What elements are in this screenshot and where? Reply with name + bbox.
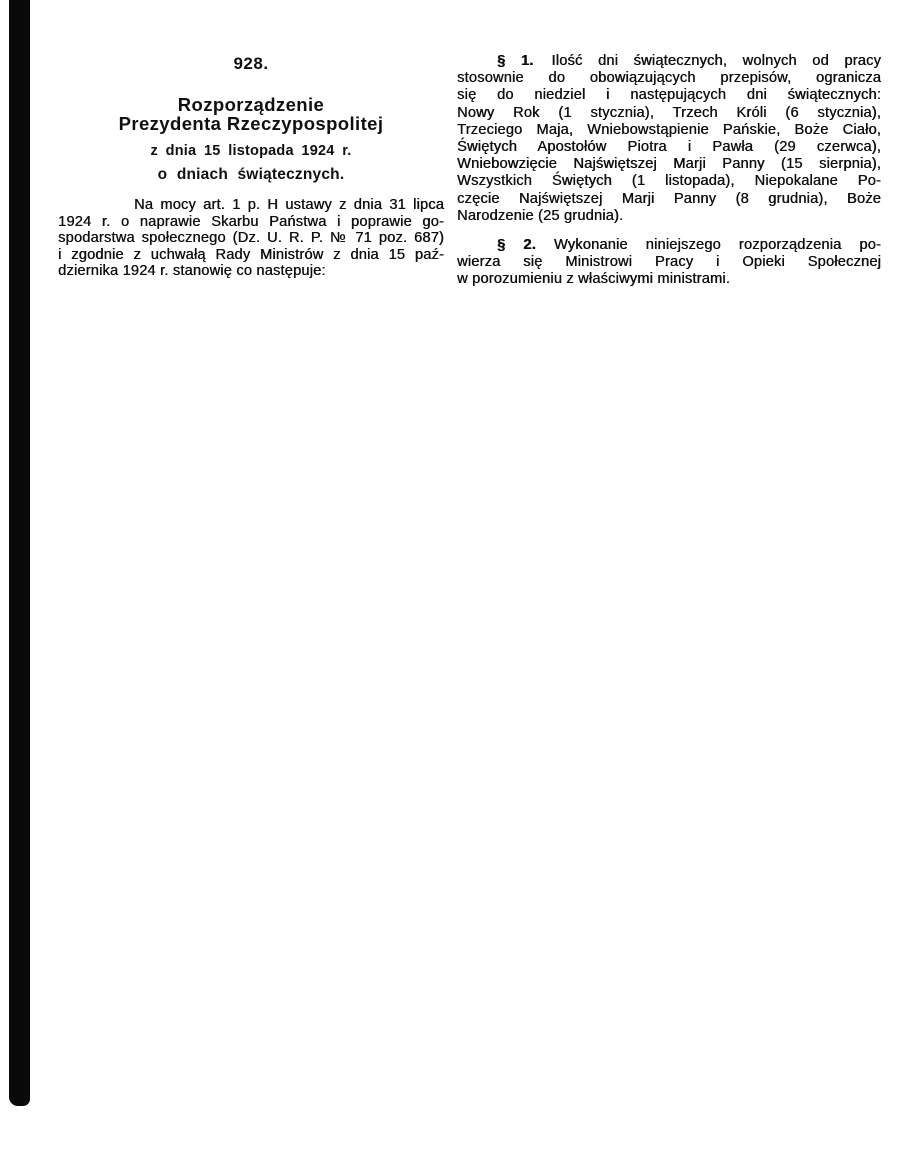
text-line: Trzeciego Maja, Wniebowstąpienie Pańskie, Boże Ciało, [457, 121, 881, 138]
section-1-label: § 1. [497, 53, 534, 69]
text-line: częcie Najświętszej Marji Panny (8 grudnia), Boże [457, 190, 881, 207]
text-line: Narodzenie (25 grudnia). [457, 207, 624, 224]
act-date: z dnia 15 listopada 1924 r. [150, 143, 352, 159]
act-title-line-2: Prezydenta Rzeczypospolitej [118, 113, 384, 134]
text-line: 1924 r. o naprawie Skarbu Państwa i poprawie go- [58, 213, 444, 230]
act-title [58, 95, 444, 133]
act-subject: o dniach świątecznych. [157, 166, 345, 183]
section-2 [457, 237, 881, 289]
section-1-first-line: Ilość dni świątecznych, wolnych od pracy [551, 53, 881, 69]
section-2-first-line: Wykonanie niniejszego rozporządzenia po- [553, 237, 881, 254]
text-line: wierza się Ministrowi Pracy i Opieki Społecznej [457, 254, 881, 271]
act-title-line-1: Rozporządzenie [177, 94, 325, 115]
left-column [58, 55, 444, 280]
text-line [457, 53, 881, 70]
act-number: 928. [233, 54, 269, 73]
preamble [58, 197, 444, 280]
text-line: się do niedziel i następujących dni świątecznych: [457, 87, 881, 104]
text-line: Świętych Apostołów Piotra i Pawła (29 czerwca), [457, 139, 881, 156]
text-line: Wniebowzięcie Najświętszej Marji Panny (15 sierpnia), [457, 156, 881, 173]
right-column [457, 53, 881, 289]
text-line: Na mocy art. 1 p. H ustawy z dnia 31 lipca [134, 197, 444, 213]
section-2-label: § 2. [497, 237, 536, 254]
text-line: Wszystkich Świętych (1 listopada), Niepokalane Po- [457, 173, 881, 190]
text-line: Nowy Rok (1 stycznia), Trzech Króli (6 stycznia), [457, 104, 881, 121]
text-line: i zgodnie z uchwałą Rady Ministrów z dnia 15 paź- [58, 246, 444, 263]
text-line: stosownie do obowiązujących przepisów, ogranicza [457, 70, 881, 87]
section-1 [457, 53, 881, 225]
text-line: w porozumieniu z właściwymi ministrami. [457, 271, 730, 288]
text-line: dziernika 1924 r. stanowię co następuje: [58, 263, 326, 280]
scan-gutter-shadow [9, 0, 30, 1106]
text-line [457, 237, 881, 254]
text-line: spodarstwa społecznego (Dz. U. R. P. № 71 poz. 687) [58, 230, 444, 247]
